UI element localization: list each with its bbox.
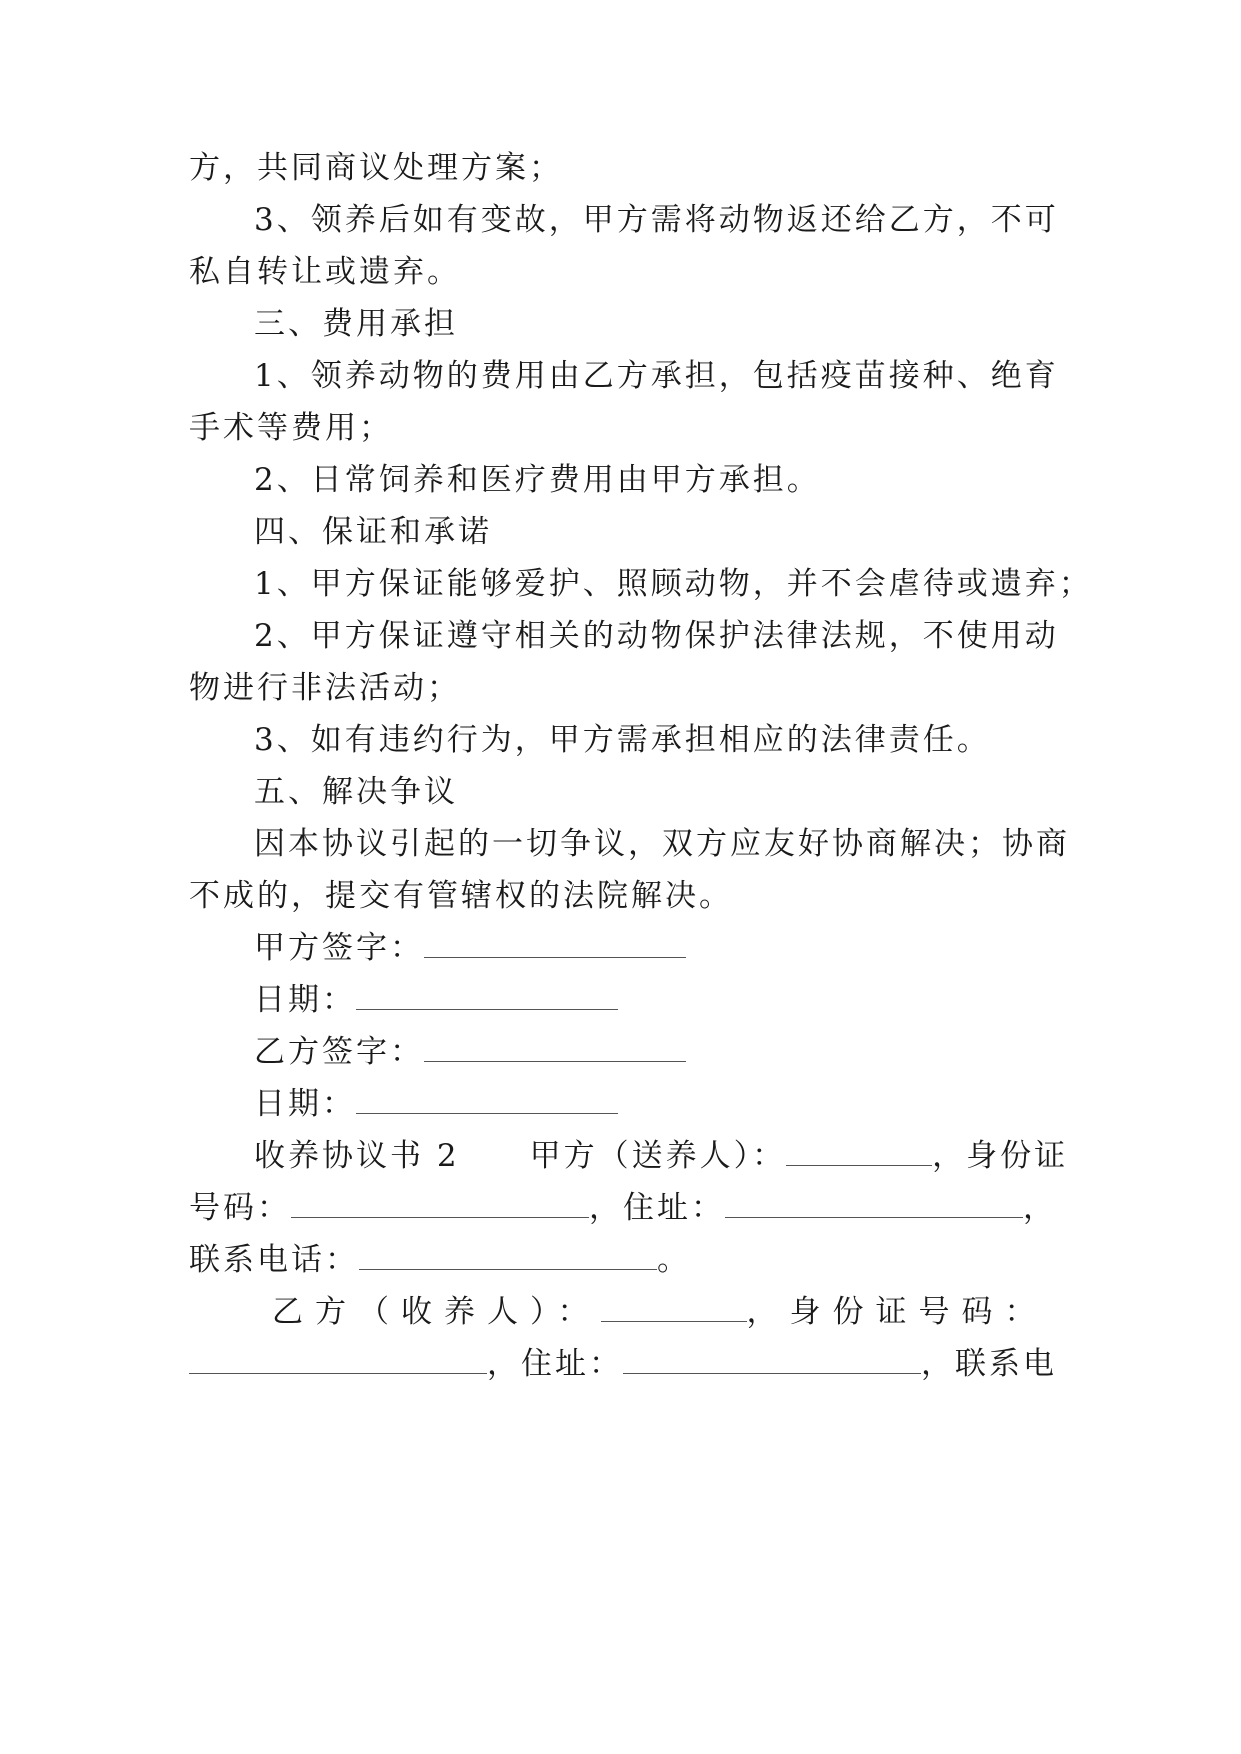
agreement2-title: 收养协议书 2	[254, 1138, 460, 1174]
text-line: 物进行非法活动；	[189, 670, 461, 706]
party-b-signature-line	[254, 1030, 1054, 1074]
address-label: ，住址：	[487, 1346, 623, 1382]
party-b-signature-blank[interactable]	[424, 1035, 686, 1062]
text-line: 方，共同商议处理方案；	[189, 150, 563, 186]
text-line: 3、如有违约行为，甲方需承担相应的法律责任。	[254, 722, 991, 758]
party-a-address-blank[interactable]	[725, 1191, 1023, 1218]
id-label-fragment: ，身份证	[932, 1138, 1069, 1174]
party-a-signature-blank[interactable]	[424, 931, 686, 958]
party-b-id-blank[interactable]	[189, 1347, 487, 1374]
phone-label-fragment: ，联系电	[921, 1346, 1057, 1382]
date-label: 日期：	[254, 982, 356, 1018]
party-b-address-blank[interactable]	[623, 1347, 921, 1374]
section-heading: 三、费用承担	[254, 306, 458, 342]
text-line: 2、日常饲养和医疗费用由甲方承担。	[254, 462, 821, 498]
date-line	[254, 1082, 1054, 1126]
id-number-label: 号码：	[189, 1190, 291, 1226]
text-line: 1、甲方保证能够爱护、照顾动物，并不会虐待或遗弃；	[254, 566, 1093, 602]
date-blank[interactable]	[356, 983, 618, 1010]
comma: ，	[1023, 1190, 1057, 1226]
party-b-label: 乙方（收养人）：	[272, 1294, 601, 1330]
agreement2-first-line	[254, 1134, 1069, 1178]
date-blank[interactable]	[356, 1087, 618, 1114]
party-a-name-blank[interactable]	[786, 1139, 932, 1166]
date-label: 日期：	[254, 1086, 356, 1122]
text-line: 1、领养动物的费用由乙方承担，包括疫苗接种、绝育	[254, 358, 1059, 394]
party-a-phone-blank[interactable]	[359, 1243, 657, 1270]
party-a-label: 甲方（送养人）：	[529, 1138, 787, 1174]
id-number-label: ，身份证号码：	[746, 1294, 1048, 1330]
party-a-signature-label: 甲方签字：	[254, 930, 424, 966]
text-line: 私自转让或遗弃。	[189, 254, 461, 290]
party-b-id-address-line	[189, 1342, 1057, 1386]
text-line: 手术等费用；	[189, 410, 393, 446]
phone-label: 联系电话：	[189, 1242, 359, 1278]
party-b-name-blank[interactable]	[601, 1295, 747, 1322]
section-heading: 四、保证和承诺	[254, 514, 492, 550]
section-heading: 五、解决争议	[254, 774, 458, 810]
text-line: 3、领养后如有变故，甲方需将动物返还给乙方，不可	[254, 202, 1059, 238]
period: 。	[657, 1242, 691, 1278]
party-b-signature-label: 乙方签字：	[254, 1034, 424, 1070]
phone-line	[189, 1238, 1053, 1282]
party-a-id-blank[interactable]	[291, 1191, 589, 1218]
text-line: 不成的，提交有管辖权的法院解决。	[189, 878, 733, 914]
address-label: ，住址：	[589, 1190, 725, 1226]
party-b-line	[272, 1290, 1062, 1334]
id-address-line	[189, 1186, 1057, 1230]
date-line	[254, 978, 1054, 1022]
party-a-signature-line	[254, 926, 1054, 970]
text-line: 因本协议引起的一切争议，双方应友好协商解决；协商	[254, 826, 1070, 862]
text-line: 2、甲方保证遵守相关的动物保护法律法规，不使用动	[254, 618, 1059, 654]
